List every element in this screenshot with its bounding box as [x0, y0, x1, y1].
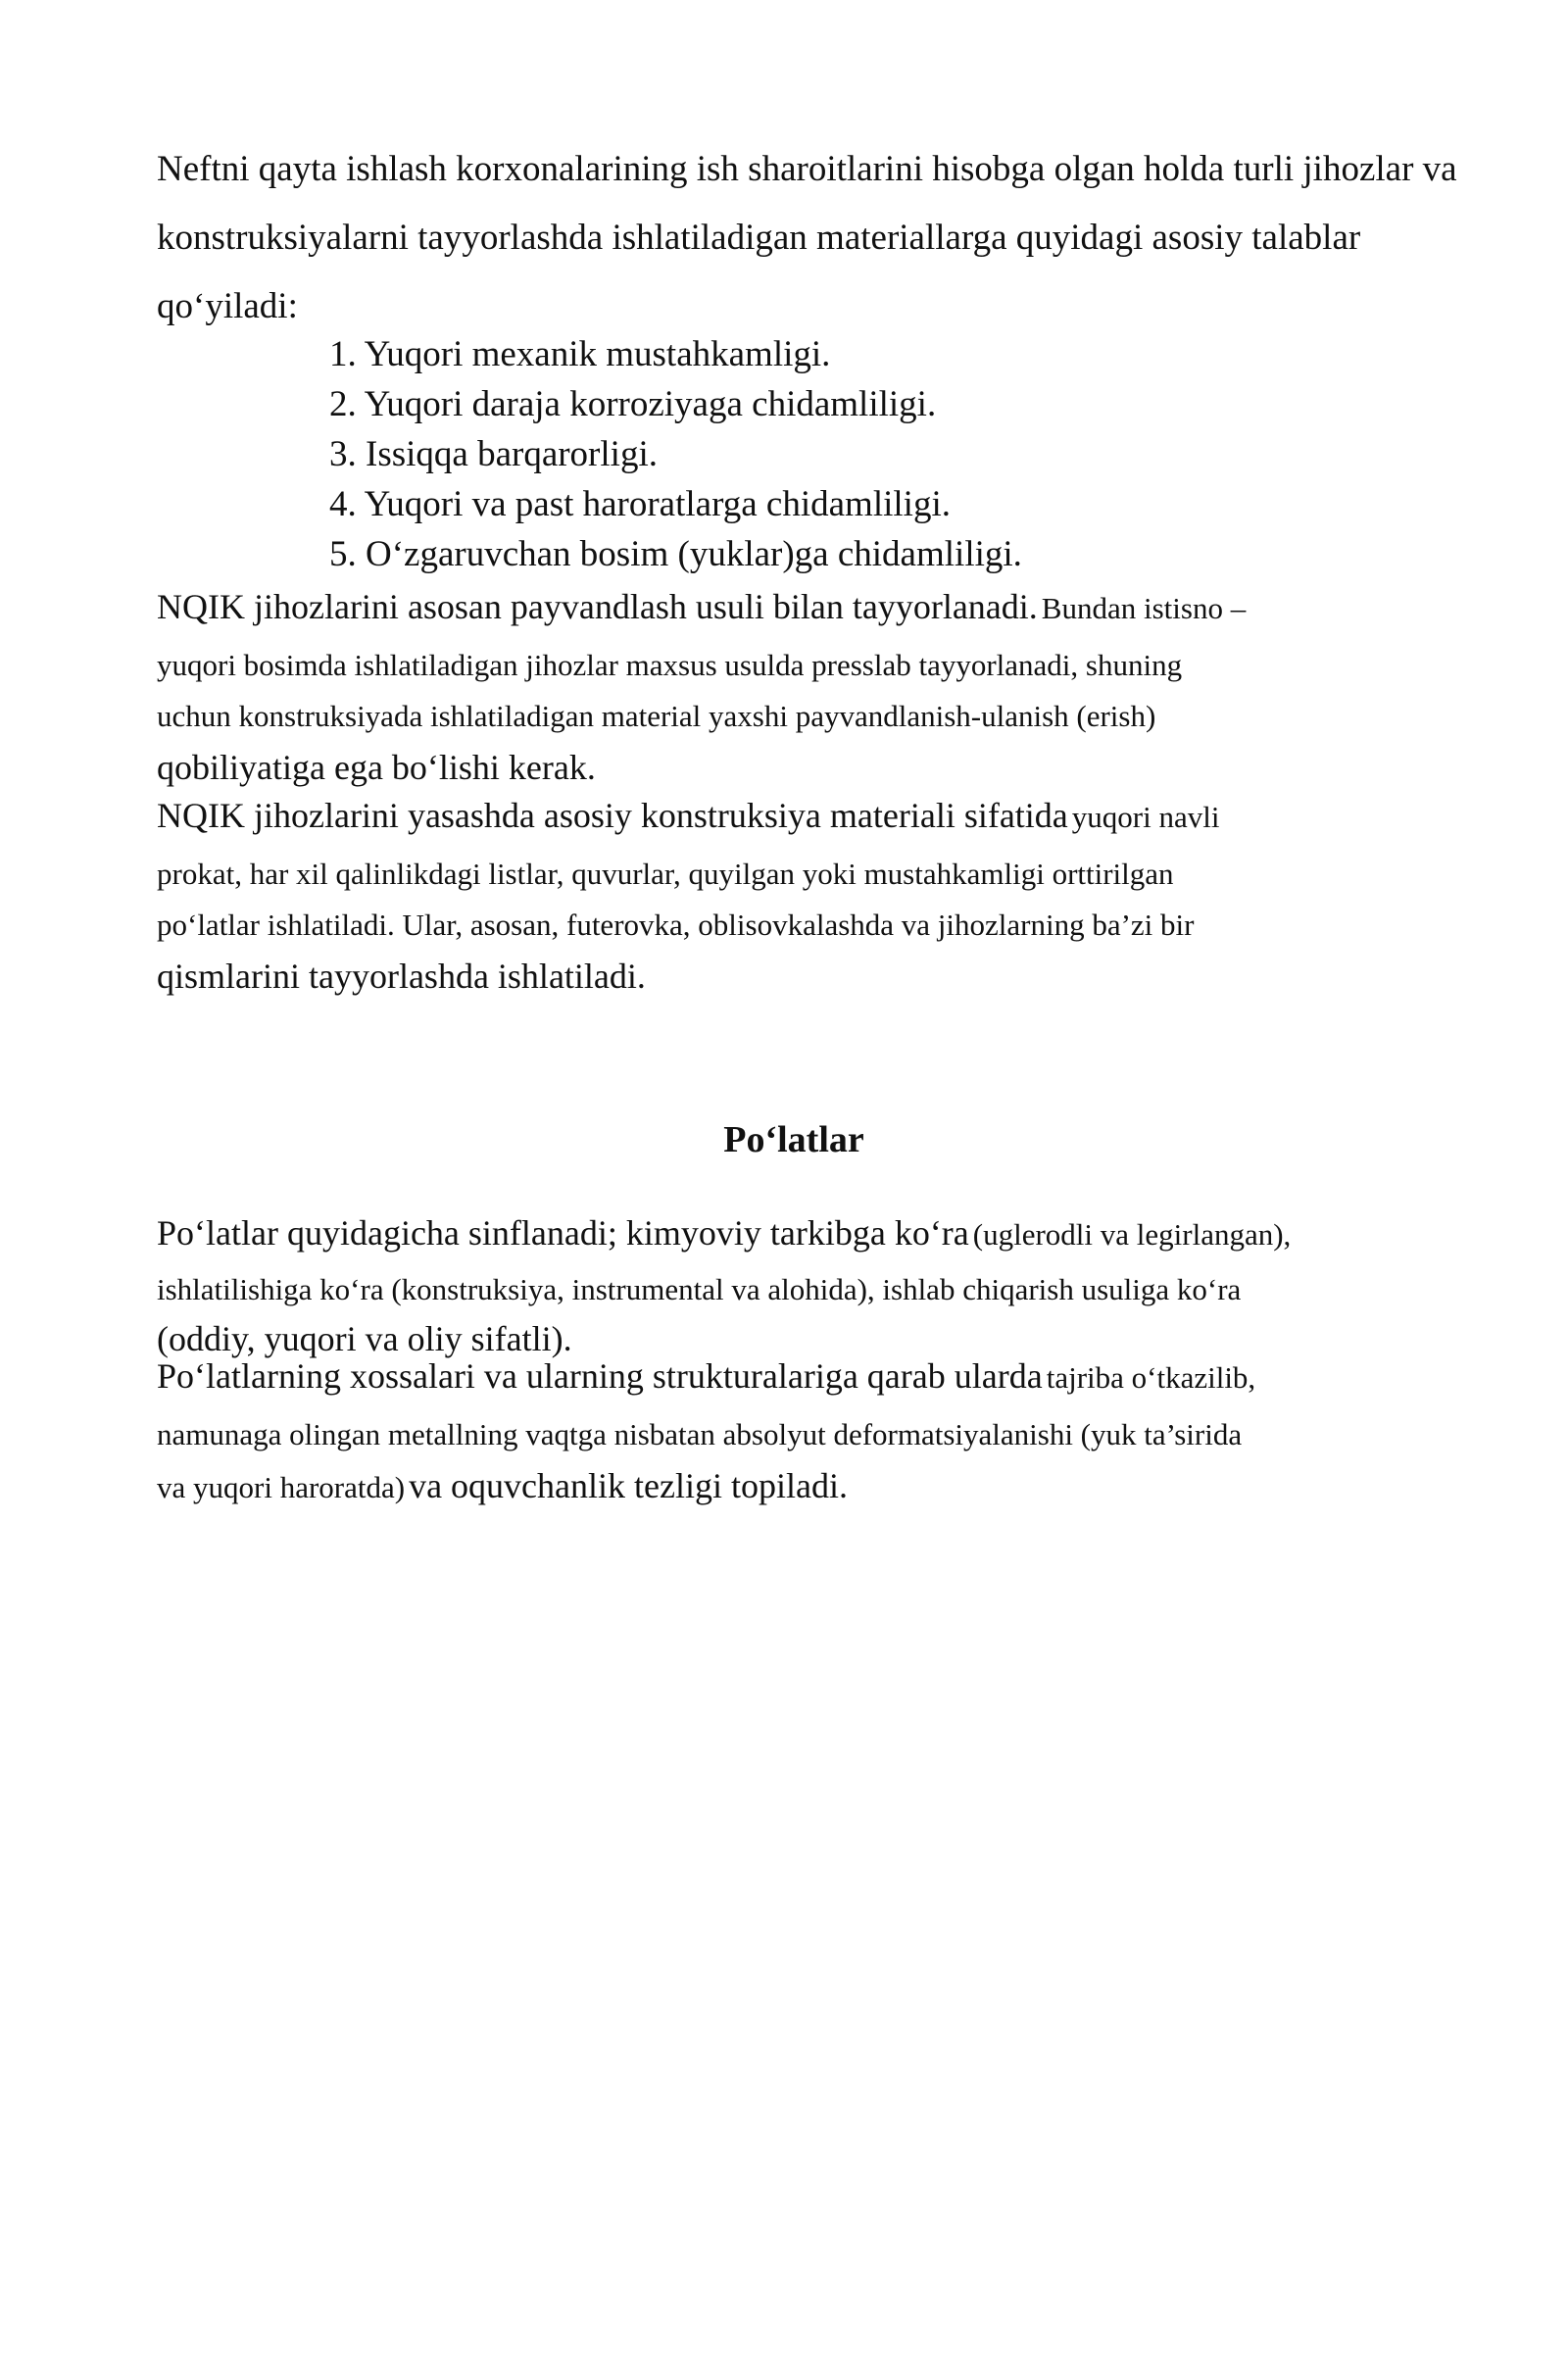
text-large: NQIK jihozlarini asosan payvandlash usuli bilan tayyorlanadi.: [157, 587, 1038, 626]
paragraph-line: uchun konstruksiyada ishlatiladigan material yaxshi payvandlanish-ulanish (erish): [157, 699, 1156, 733]
paragraph-line: po‘latlar ishlatiladi. Ular, asosan, futerovka, oblisovkalashda va jihozlarning ba’zi bir: [157, 908, 1195, 942]
paragraph-line: qismlarini tayyorlashda ishlatiladi.: [157, 957, 646, 996]
section-heading: Po‘latlar: [723, 1119, 864, 1160]
paragraph-line: [157, 1351, 1490, 1409]
text-small: (uglerodli va legirlangan),: [972, 1217, 1292, 1252]
text-small: Bundan istisno –: [1041, 591, 1247, 625]
requirement-item: 5. O‘zgaruvchan bosim (yuklar)ga chidamliligi.: [329, 534, 1022, 574]
requirement-item: 2. Yuqori daraja korroziyaga chidamliligi.: [329, 384, 937, 424]
intro-paragraph: Neftni qayta ishlash korxonalarining ish sharoitlarini hisobga olgan holda turli jihozlar va konstruksiyalarni tayyorlashda ishlatiladigan materiallarga quyidagi asosiy talablar qo‘yiladi:: [157, 149, 1457, 326]
text-large: Po‘latlar quyidagicha sinflanadi; kimyoviy tarkibga ko‘ra: [157, 1213, 969, 1253]
classification-paragraph: [157, 1208, 1490, 1363]
text-small: tajriba o‘tkazilib,: [1046, 1360, 1256, 1395]
materials-paragraph: [157, 790, 1490, 1002]
welding-paragraph: [157, 581, 1490, 793]
properties-paragraph: [157, 1351, 1490, 1519]
paragraph-line: namunaga olingan metallning vaqtga nisbatan absolyut deformatsiyalanishi (yuk ta’sirida: [157, 1417, 1243, 1451]
text-large: NQIK jihozlarini yasashda asosiy konstruksiya materiali sifatida: [157, 796, 1068, 835]
paragraph-line: prokat, har xil qalinlikdagi listlar, quvurlar, quyilgan yoki mustahkamligi orttirilgan: [157, 857, 1174, 891]
requirement-item: 3. Issiqqa barqarorligi.: [329, 434, 658, 474]
paragraph-line: qobiliyatiga ega bo‘lishi kerak.: [157, 748, 596, 787]
paragraph-line: [157, 790, 1490, 849]
text-small: yuqori navli: [1071, 800, 1220, 834]
requirement-item: 4. Yuqori va past haroratlarga chidamliligi.: [329, 484, 951, 524]
paragraph-line: ishlatilishiga ko‘ra (konstruksiya, instrumental va alohida), ishlab chiqarish usuliga ko‘ra: [157, 1272, 1242, 1306]
paragraph-line: [157, 1208, 1490, 1265]
text-small: va yuqori haroratda): [157, 1470, 406, 1504]
requirements-list: [329, 329, 1022, 579]
requirement-item: 1. Yuqori mexanik mustahkamligi.: [329, 334, 831, 374]
text-large: va oquvchanlik tezligi topiladi.: [409, 1466, 848, 1505]
paragraph-line: yuqori bosimda ishlatiladigan jihozlar maxsus usulda presslab tayyorlanadi, shuning: [157, 648, 1183, 682]
paragraph-line: [157, 1460, 1490, 1519]
paragraph-line: (oddiy, yuqori va oliy sifatli).: [157, 1319, 572, 1358]
paragraph-line: [157, 581, 1490, 640]
text-large: Po‘latlarning xossalari va ularning strukturalariga qarab ularda: [157, 1356, 1043, 1396]
